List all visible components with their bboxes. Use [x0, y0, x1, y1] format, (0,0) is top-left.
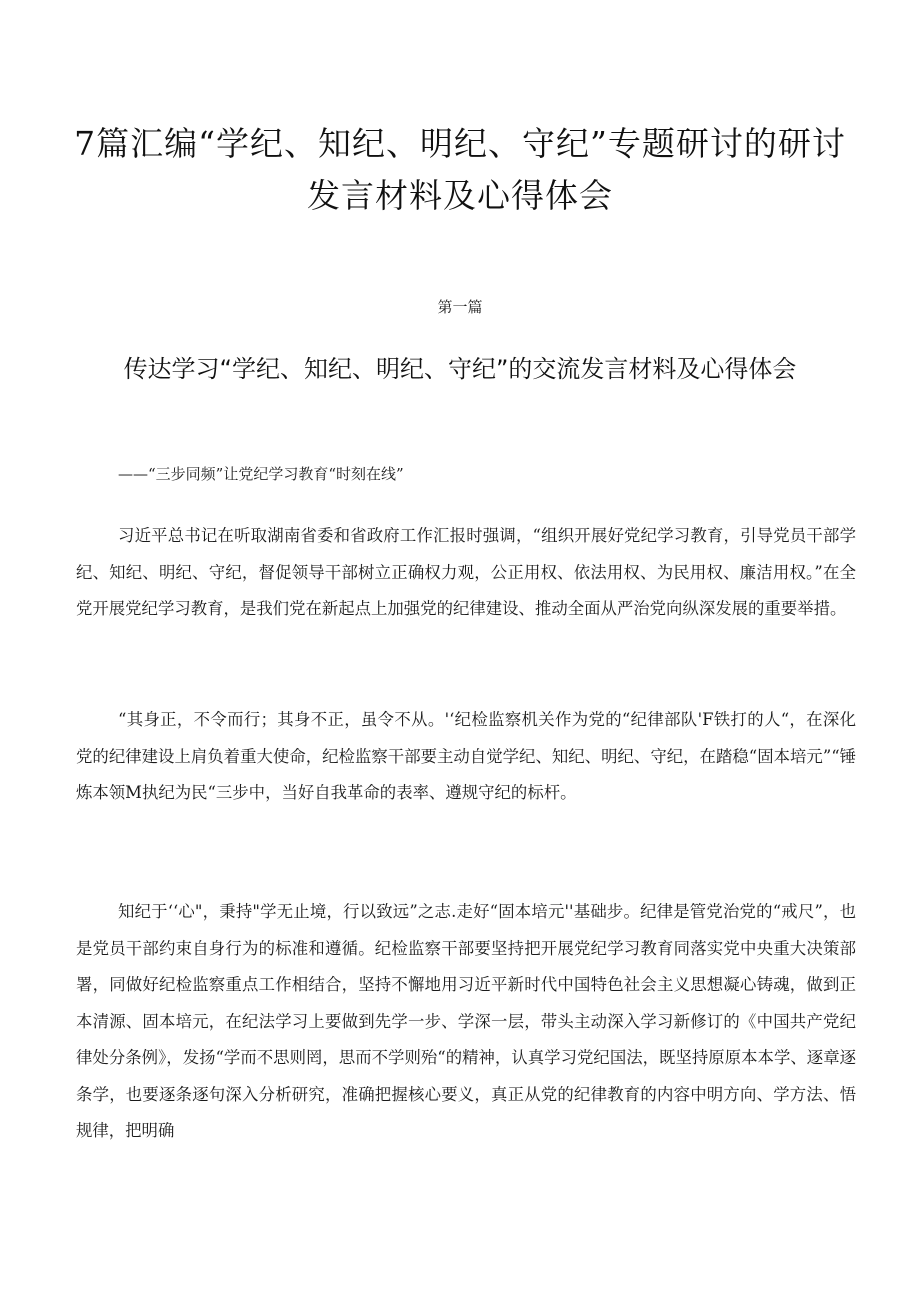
document-title: 7篇汇编“学纪、知纪、明纪、守纪”专题研讨的研讨发言材料及心得体会 [74, 124, 846, 215]
section-subtitle: ——“三步同频”让党纪学习教育“时刻在线” [118, 465, 404, 483]
body-paragraph: “其身正，不令而行；其身不正，虽令不从。'‘纪检监察机关作为党的“纪律部队'F铁打的人“，在深化党的纪律建设上肩负着重大使命，纪检监察干部要主动自觉学纪、知纪、明纪、守纪，在踏稳“固本培元”“锤炼本领M执纪为民“三步中，当好自我革命的表率、遵规守纪的标杆。 [76, 710, 856, 802]
section-title: 传达学习“学纪、知纪、明纪、守纪”的交流发言材料及心得体会 [123, 355, 797, 383]
body-paragraph: 知纪于‘‘心"，秉持"学无止境，行以致远”之志.走好“固本培元''基础步。纪律是管党治党的“戒尺”，也是党员干部约束自身行为的标准和遵循。纪检监察干部要坚持把开展党纪学习教育同落实党中央重大决策部署，同做好纪检监察重点工作相结合，坚持不懈地用习近平新时代中国特色社会主义思想凝心铸魂，做到正本清源、固本培元，在纪法学习上要做到先学一步、学深一层，带头主动深入学习新修订的《中国共产党纪律处分条例》，发扬“学而不思则罔，思而不学则殆“的精神，认真学习党纪国法，既坚持原原本本学、逐章逐条学，也要逐条逐句深入分析研究，准确把握核心要义，真正从党的纪律教育的内容中明方向、学方法、悟规律，把明确 [76, 902, 856, 1140]
body-paragraph: 习近平总书记在听取湖南省委和省政府工作汇报时强调，“组织开展好党纪学习教育，引导党员干部学纪、知纪、明纪、守纪，督促领导干部树立正确权力观，公正用权、依法用权、为民用权、廉洁用权。”在全党开展党纪学习教育，是我们党在新起点上加强党的纪律建设、推动全面从严治党向纵深发展的重要举措。 [76, 526, 856, 618]
section-label: 第一篇 [437, 298, 483, 316]
